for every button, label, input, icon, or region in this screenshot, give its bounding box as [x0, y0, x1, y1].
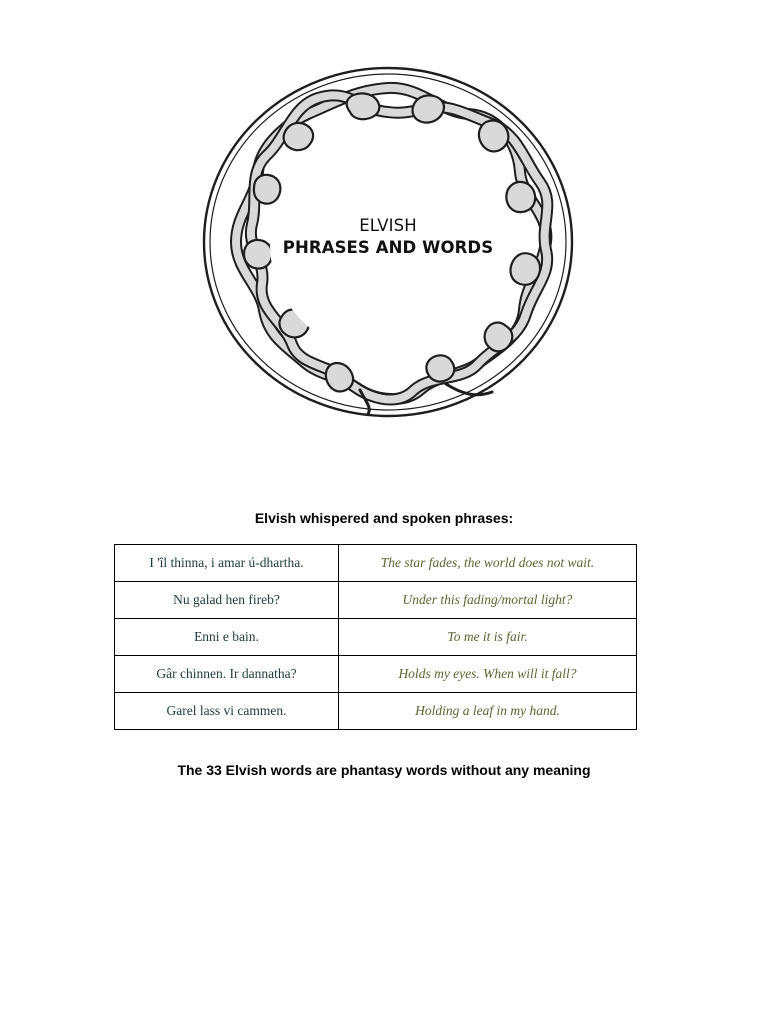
- table-row: [115, 656, 637, 693]
- english-translation: Holding a leaf in my hand.: [339, 693, 637, 730]
- emblem: [200, 64, 576, 420]
- emblem-subtitle: PHRASES AND WORDS: [282, 238, 494, 257]
- elvish-phrase: Nu galad hen fireb?: [115, 582, 339, 619]
- english-translation: The star fades, the world does not wait.: [339, 545, 637, 582]
- footer-note: The 33 Elvish words are phantasy words without any meaning: [177, 762, 591, 778]
- emblem-title: ELVISH: [359, 216, 417, 235]
- english-translation: To me it is fair.: [339, 619, 637, 656]
- elvish-phrase: I 'îl thinna, i amar ú-dhartha.: [115, 545, 339, 582]
- phrases-heading: Elvish whispered and spoken phrases:: [254, 510, 514, 526]
- english-translation: Under this fading/mortal light?: [339, 582, 637, 619]
- table-row: [115, 693, 637, 730]
- elvish-phrase: Enni e bain.: [115, 619, 339, 656]
- elvish-phrase: Gâr chinnen. Ir dannatha?: [115, 656, 339, 693]
- table-row: [115, 545, 637, 582]
- phrases-table: [114, 544, 637, 730]
- table-row: [115, 582, 637, 619]
- english-translation: Holds my eyes. When will it fall?: [339, 656, 637, 693]
- elvish-phrase: Garel lass vi cammen.: [115, 693, 339, 730]
- table-row: [115, 619, 637, 656]
